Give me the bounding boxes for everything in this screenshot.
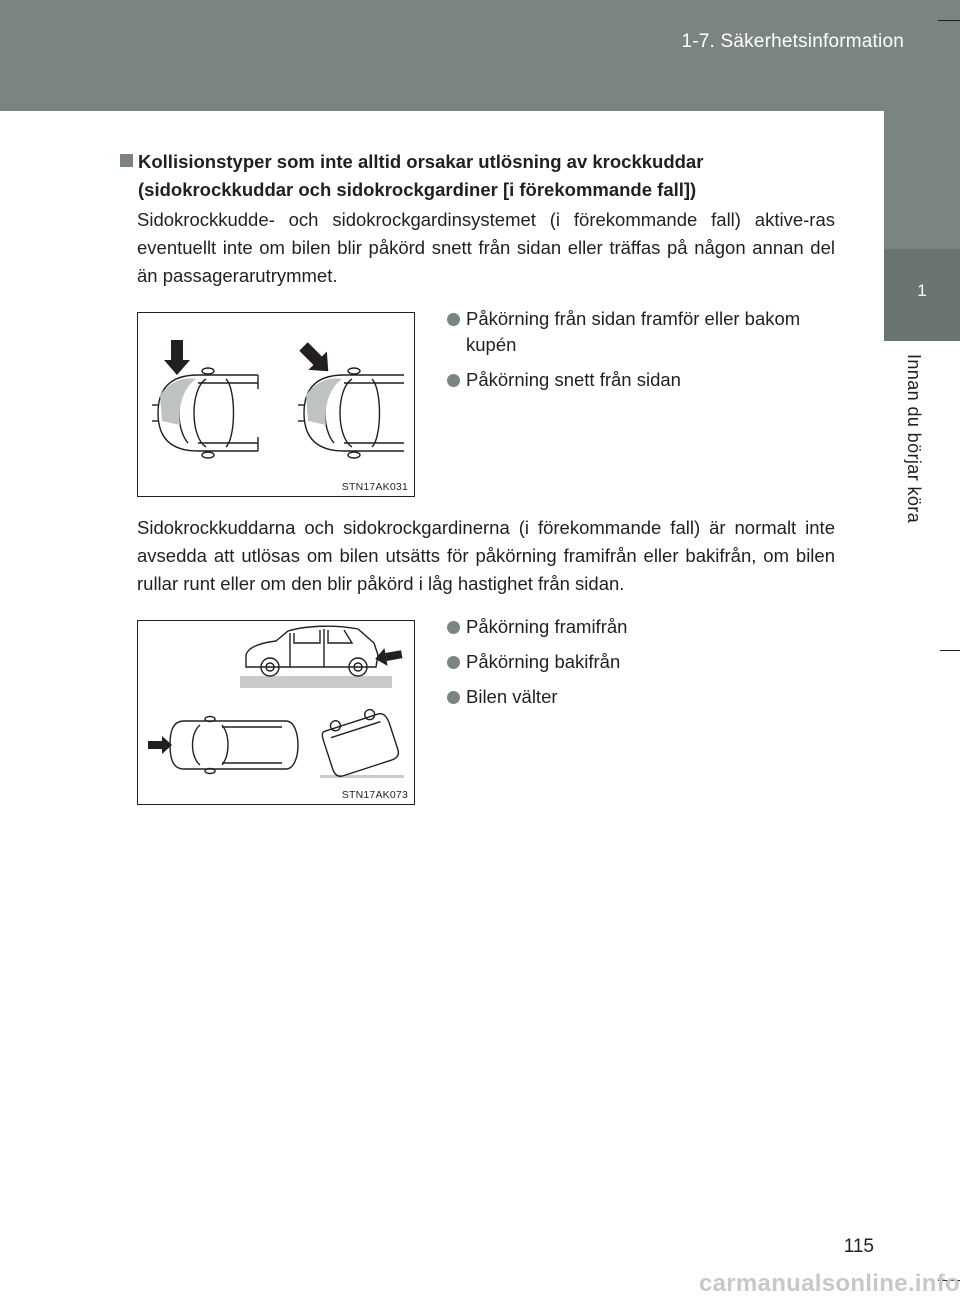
- round-bullet-icon: [447, 621, 460, 634]
- section-heading-row: [120, 148, 840, 204]
- rear-impact-arrow-icon: [148, 736, 172, 754]
- crop-mark: [938, 20, 960, 21]
- list-item: [447, 614, 847, 640]
- bullet-list-2: [447, 614, 847, 719]
- paragraph-2: Sidokrockkuddarna och sidokrockgardinerna (i förekommande fall) är normalt inte avsedda att utlösas om bilen utsätts för påkörning framifrån eller bakifrån, om bilen rullar runt eller om den blir påkörd i låg hastighet från sidan.: [137, 517, 835, 594]
- figure-code: STN17AK073: [341, 789, 408, 801]
- list-item: [447, 649, 847, 675]
- car-rollover-icon: [319, 705, 401, 778]
- round-bullet-icon: [447, 374, 460, 387]
- list-item-text: Påkörning bakifrån: [466, 651, 621, 672]
- paragraph-1: Sidokrockkudde- och sidokrockgardinsystemet (i förekommande fall) aktive-ras eventuellt inte om bilen blir påkörd snett från sidan eller träffas på någon annan del än passagerarutrymmet.: [137, 209, 835, 286]
- impact-arrow-icon: [164, 340, 190, 375]
- chapter-label: Innan du börjar köra: [904, 354, 924, 524]
- watermark: carmanualsonline.info: [698, 1270, 960, 1297]
- figure-side-impacts: [137, 312, 415, 497]
- list-item: [447, 684, 847, 710]
- list-item-text: Påkörning från sidan framför eller bakom kupén: [466, 308, 801, 355]
- page-number: 115: [843, 1236, 874, 1257]
- list-item: [447, 367, 847, 393]
- figure-code: STN17AK031: [341, 481, 408, 493]
- round-bullet-icon: [447, 691, 460, 704]
- section-title: 1-7. Säkerhetsinformation: [681, 31, 904, 52]
- ground-strip: [320, 775, 404, 778]
- section-heading: Kollisionstyper som inte alltid orsakar utlösning av krockkuddar (sidokrockkuddar och sidokrockgardiner [i förekommande fall]): [138, 151, 704, 200]
- other-impacts-illustration: [138, 621, 416, 806]
- list-item-text: Påkörning framifrån: [466, 616, 628, 637]
- side-impact-cars-illustration: [138, 313, 416, 498]
- impact-arrow-icon: [294, 337, 337, 380]
- chapter-number: 1: [917, 281, 927, 300]
- car-top-view-icon: [170, 717, 298, 774]
- chapter-tab[interactable]: [884, 249, 960, 341]
- list-item: [447, 306, 847, 358]
- car-side-view-icon: [246, 626, 378, 676]
- figure-other-impacts: [137, 620, 415, 805]
- front-impact-arrow-icon: [374, 645, 404, 667]
- square-bullet-icon: [120, 154, 133, 167]
- bullet-list-1: [447, 306, 847, 402]
- crop-mark: [940, 650, 960, 651]
- round-bullet-icon: [447, 313, 460, 326]
- side-band: [884, 111, 960, 249]
- header-band: [0, 0, 960, 111]
- list-item-text: Bilen välter: [466, 686, 558, 707]
- list-item-text: Påkörning snett från sidan: [466, 369, 681, 390]
- ground-strip: [240, 676, 392, 688]
- round-bullet-icon: [447, 656, 460, 669]
